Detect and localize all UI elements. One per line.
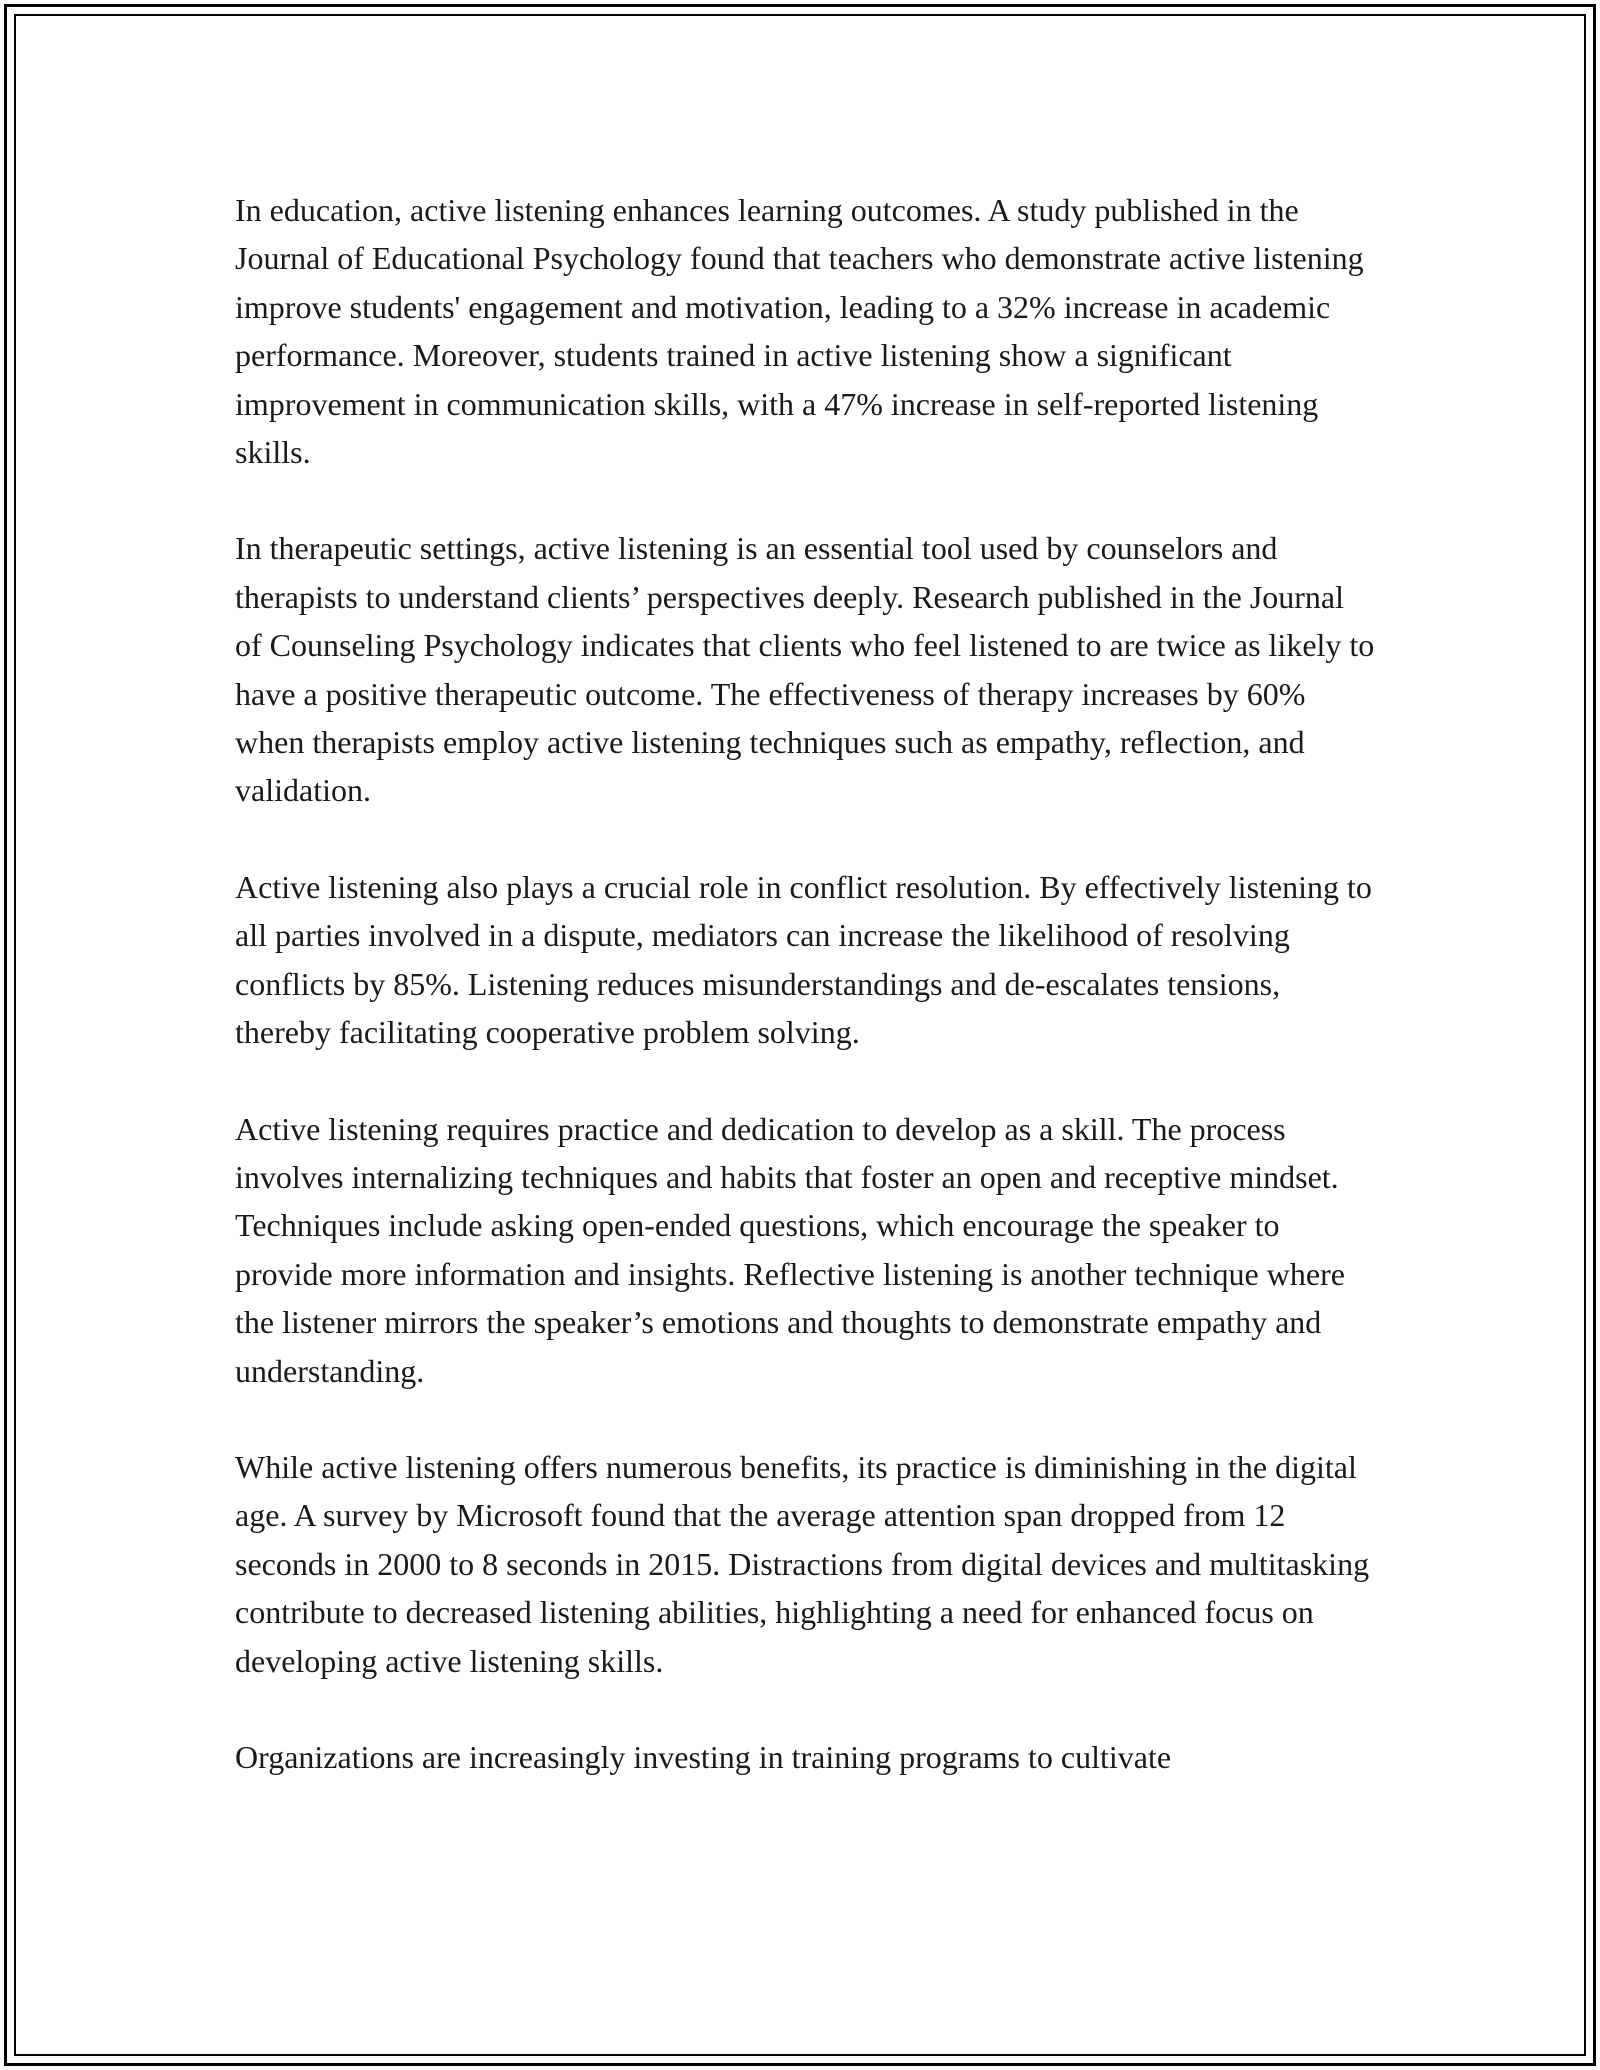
paragraph-skill-practice: Active listening requires practice and dedication to develop as a skill. The process involves internalizing techniques and habits that foster an open and receptive mindset. Techniques include asking open-ended questions, which encourage the speaker to provide more information and insights. Reflective listening is another technique where the listener mirrors the speaker’s emotions and thoughts to demonstrate empathy and understanding.: [235, 1110, 1345, 1389]
document-body: [235, 186, 1375, 1829]
paragraph-therapeutic: In therapeutic settings, active listening is an essential tool used by counselors and therapists to understand clients’ perspectives deeply. Research published in the Journal of Counseling Psychology indicates that clients who feel listened to are twice as likely to have a positive therapeutic outcome. The effectiveness of therapy increases by 60% when therapists employ active listening techniques such as empathy, reflection, and validation.: [235, 530, 1375, 809]
paragraph-conflict-resolution: Active listening also plays a crucial role in conflict resolution. By effectively listening to all parties involved in a dispute, mediators can increase the likelihood of resolving conflicts by 85%. Listening reduces misunderstandings and de-escalates tensions, thereby facilitating cooperative problem solving.: [235, 868, 1372, 1051]
paragraph-digital-age: While active listening offers numerous benefits, its practice is diminishing in the digital age. A survey by Microsoft found that the average attention span dropped from 12 seconds in 2000 to 8 seconds in 2015. Distractions from digital devices and multitasking contribute to decreased listening abilities, highlighting a need for enhanced focus on developing active listening skills.: [235, 1448, 1370, 1679]
paragraph-organizations: Organizations are increasingly investing in training programs to cultivate: [235, 1738, 1172, 1775]
paragraph-education: In education, active listening enhances learning outcomes. A study published in the Journal of Educational Psychology found that teachers who demonstrate active listening improve students' engagement and motivation, leading to a 32% increase in academic performance. Moreover, students trained in active listening show a significant improvement in communication skills, with a 47% increase in self-reported listening skills.: [235, 192, 1364, 471]
